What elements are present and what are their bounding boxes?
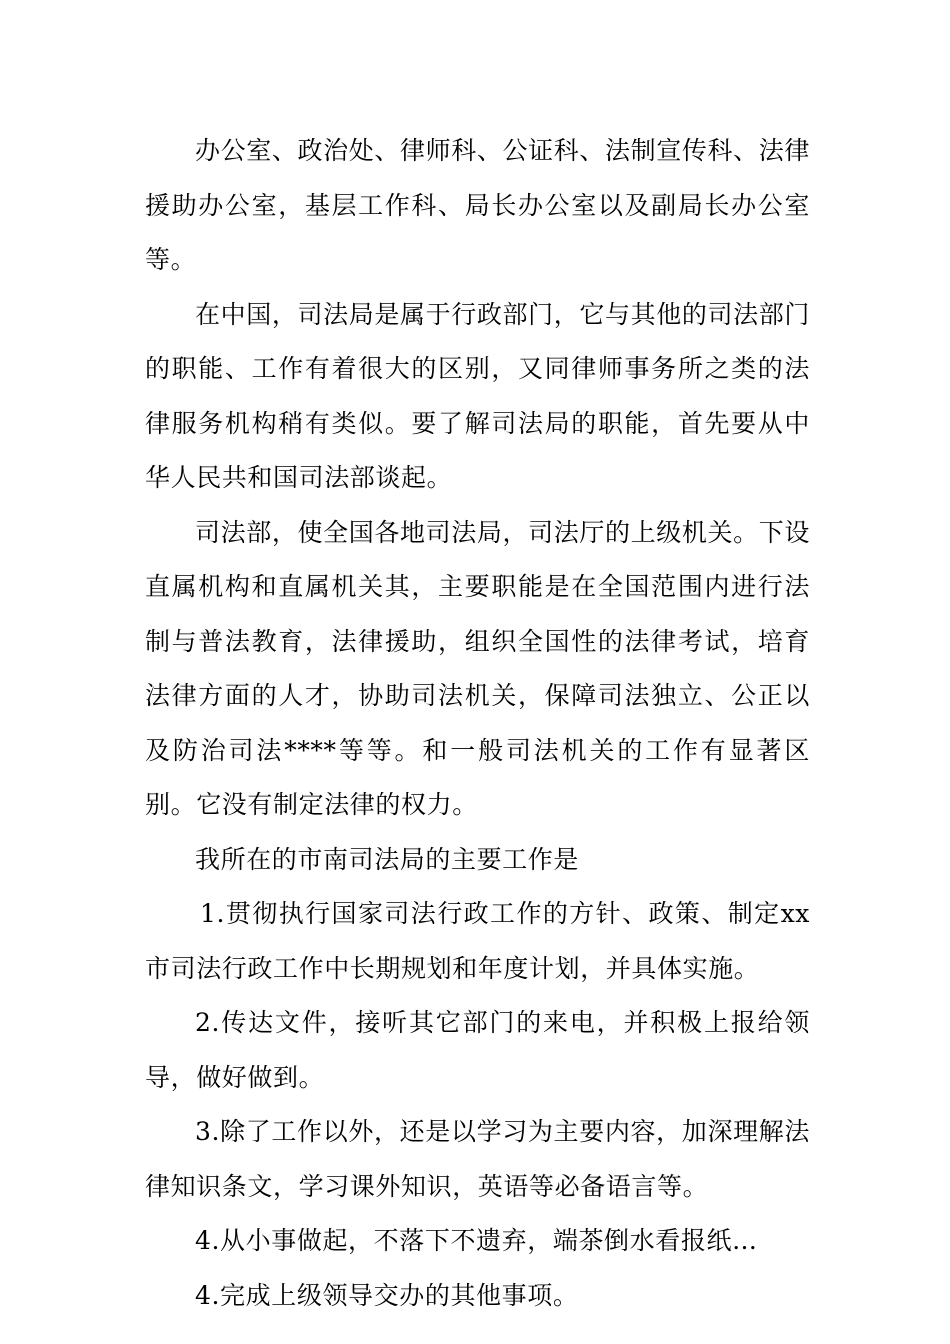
list-item-3: 3.除了工作以外，还是以学习为主要内容，加深理解法律知识条文，学习课外知识，英语等必备语言等。: [145, 1117, 810, 1201]
list-item-4b: 4.完成上级领导交办的其他事项。: [195, 1280, 579, 1310]
document-body: [145, 124, 810, 1323]
paragraph-ministry-of-justice: 司法部，使全国各地司法局，司法厅的上级机关。下设直属机构和直属机关其，主要职能是在全国范围内进行法制与普法教育，法律援助，组织全国性的法律考试，培育法律方面的人才，协助司法机关，保障司法独立、公正以及防治司法****等等。和一般司法机关的工作有显著区别。它没有制定法律的权力。: [145, 517, 810, 819]
paragraph-main-work-intro: 我所在的市南司法局的主要工作是: [195, 844, 580, 874]
list-item-1: 1.贯彻执行国家司法行政工作的方针、政策、制定xx市司法行政工作中长期规划和年度计划，并具体实施。: [145, 899, 810, 983]
paragraph-china-judicial-bureau: 在中国，司法局是属于行政部门，它与其他的司法部门的职能、工作有着很大的区别，又同律师事务所之类的法律服务机构稍有类似。要了解司法局的职能，首先要从中华人民共和国司法部谈起。: [145, 299, 810, 492]
paragraph-departments: 办公室、政治处、律师科、公证科、法制宣传科、法律援助办公室，基层工作科、局长办公室以及副局长办公室等。: [145, 136, 810, 274]
list-item-2: 2.传达文件，接听其它部门的来电，并积极上报给领导，做好做到。: [145, 1008, 810, 1092]
list-item-4a: 4.从小事做起，不落下不遗弃，端茶倒水看报纸…: [195, 1226, 758, 1255]
